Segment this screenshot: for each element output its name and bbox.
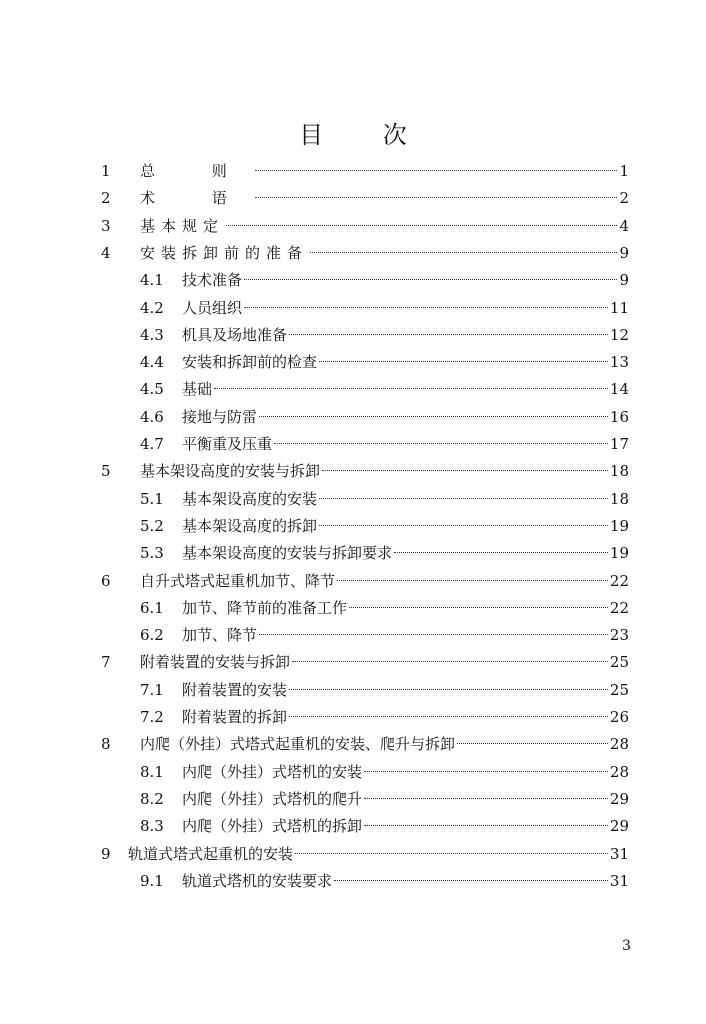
toc-entry-number: 2 <box>101 189 111 208</box>
toc-entry[interactable] <box>0 486 706 513</box>
toc-entry-number: 4.2 <box>140 298 164 317</box>
toc-dot-leader <box>259 416 608 417</box>
toc-dot-leader <box>259 634 608 635</box>
toc-entry-line <box>182 868 629 895</box>
toc-entry-line <box>128 841 629 868</box>
toc-dot-leader <box>255 197 618 198</box>
toc-entry-page: 4 <box>619 216 629 235</box>
toc-dot-leader <box>255 170 618 171</box>
toc-entry-number: 5.3 <box>140 544 164 563</box>
toc-entry-label: 内爬（外挂）式塔机的拆卸 <box>182 817 363 836</box>
toc-entry-label: 基本架设高度的安装与拆卸 <box>140 462 321 481</box>
toc-entry[interactable] <box>0 376 706 403</box>
toc-title: 目 次 <box>299 121 433 149</box>
toc-entry-number: 1 <box>101 162 111 180</box>
toc-entry-line <box>182 513 629 540</box>
toc-entry-page: 19 <box>609 516 629 535</box>
toc-entry-line <box>140 458 629 485</box>
toc-entry[interactable] <box>0 595 706 622</box>
toc-entry-page: 9 <box>619 271 629 290</box>
toc-entry-line <box>182 677 629 704</box>
toc-entry[interactable] <box>0 540 706 567</box>
toc-entry[interactable] <box>0 458 706 485</box>
toc-entry-line <box>140 158 629 185</box>
toc-entry[interactable] <box>0 868 706 895</box>
toc-entry-number: 4.5 <box>140 380 164 399</box>
toc-dot-leader <box>226 225 617 226</box>
toc-dot-leader <box>319 361 608 362</box>
toc-entry-page: 19 <box>609 544 629 563</box>
toc-dot-leader <box>337 580 608 581</box>
toc-entry-page: 22 <box>609 571 629 590</box>
toc-entry[interactable] <box>0 240 706 267</box>
toc-entry-line <box>140 649 629 676</box>
toc-entry[interactable] <box>0 158 706 185</box>
toc-entry-label: 基本规定 <box>140 216 225 235</box>
toc-entry-page: 14 <box>609 380 629 399</box>
toc-entry-number: 9.1 <box>140 871 164 890</box>
toc-entry-number: 5.1 <box>140 489 164 508</box>
toc-entry-page: 9 <box>619 243 629 262</box>
toc-entry-page: 16 <box>609 407 629 426</box>
toc-entry-label: 附着装置的拆卸 <box>182 708 288 726</box>
toc-entry-line <box>182 376 629 403</box>
toc-entry[interactable] <box>0 568 706 595</box>
toc-entry-page: 25 <box>609 680 629 699</box>
toc-entry-label: 轨道式塔机的安装要求 <box>182 871 333 890</box>
toc-entry-number: 7.1 <box>140 680 164 699</box>
toc-entry-label: 机具及场地准备 <box>182 325 288 344</box>
toc-entry-page: 25 <box>609 653 629 672</box>
toc-entry-page: 22 <box>609 598 629 617</box>
toc-entry-line <box>140 568 629 595</box>
toc-entry-line <box>182 295 629 322</box>
toc-entry-label: 术 语 <box>140 189 253 208</box>
toc-entry-label: 基础 <box>182 380 213 399</box>
toc-entry[interactable] <box>0 267 706 294</box>
toc-entry-label: 内爬（外挂）式塔机的安装 <box>182 762 363 781</box>
toc-entry-label: 轨道式塔式起重机的安装 <box>128 844 294 863</box>
toc-entry[interactable] <box>0 349 706 376</box>
toc-entry-label: 附着装置的安装与拆卸 <box>140 653 291 672</box>
toc-entry-label: 基本架设高度的拆卸 <box>182 516 318 535</box>
page-number: 3 <box>622 938 631 954</box>
toc-entry-page: 18 <box>609 489 629 508</box>
toc-entry[interactable] <box>0 677 706 704</box>
toc-dot-leader <box>274 443 608 444</box>
toc-entry[interactable] <box>0 813 706 840</box>
toc-entry-line <box>182 349 629 376</box>
toc-dot-leader <box>289 716 608 717</box>
toc-dot-leader <box>214 388 608 389</box>
toc-dot-leader <box>349 607 608 608</box>
toc-entry-line <box>182 786 629 813</box>
toc-dot-leader <box>394 552 608 553</box>
toc-entry-number: 8 <box>101 735 111 754</box>
toc-entry-line <box>182 486 629 513</box>
toc-entry[interactable] <box>0 513 706 540</box>
toc-entry-page: 13 <box>609 353 629 372</box>
toc-entry-line <box>140 213 629 240</box>
toc-entry-label: 基本架设高度的安装 <box>182 489 318 508</box>
toc-entry[interactable] <box>0 431 706 458</box>
toc-entry-number: 4.7 <box>140 435 164 453</box>
toc-entry-number: 6.1 <box>140 598 164 617</box>
toc-entry-page: 29 <box>609 817 629 836</box>
toc-entry-page: 28 <box>609 762 629 781</box>
toc-entry-line <box>182 759 629 786</box>
toc-dot-leader <box>289 334 608 335</box>
toc-entry-page: 2 <box>619 189 629 208</box>
toc-entry-page: 31 <box>609 844 629 863</box>
toc-entry-page: 18 <box>609 462 629 481</box>
toc-entry-number: 8.3 <box>140 817 164 836</box>
toc-entry-number: 5 <box>101 462 111 481</box>
toc-entry-label: 总 则 <box>140 162 253 180</box>
toc-entry[interactable] <box>0 704 706 731</box>
toc-entry-line <box>182 431 629 458</box>
toc-entry-number: 7 <box>101 653 111 672</box>
toc-entry-number: 7.2 <box>140 708 164 726</box>
toc-entry[interactable] <box>0 759 706 786</box>
toc-entry[interactable] <box>0 622 706 649</box>
toc-entry-label: 加节、降节前的准备工作 <box>182 598 348 617</box>
toc-entry-page: 23 <box>609 626 629 645</box>
toc-entry[interactable] <box>0 786 706 813</box>
toc-dot-leader <box>322 470 608 471</box>
toc-dot-leader <box>334 880 608 881</box>
toc-entry-line <box>182 322 629 349</box>
toc-entry-label: 接地与防雷 <box>182 407 258 426</box>
toc-entry[interactable] <box>0 404 706 431</box>
toc-entry-number: 4 <box>101 243 111 262</box>
toc-entry-number: 9 <box>101 844 111 863</box>
toc-entry-label: 自升式塔式起重机加节、降节 <box>140 571 336 590</box>
toc-dot-leader <box>310 252 617 253</box>
toc-dot-leader <box>319 525 608 526</box>
toc-entry-page: 28 <box>609 735 629 754</box>
toc-entry-label: 内爬（外挂）式塔式起重机的安装、爬升与拆卸 <box>140 735 456 754</box>
toc-entry-label: 安装和拆卸前的检查 <box>182 353 318 372</box>
toc-entry-number: 8.1 <box>140 762 164 781</box>
toc-entry-line <box>182 813 629 840</box>
toc-entry[interactable] <box>0 185 706 212</box>
toc-dot-leader <box>364 771 608 772</box>
toc-entry[interactable] <box>0 731 706 758</box>
toc-entry-label: 加节、降节 <box>182 626 258 645</box>
toc-entry-page: 31 <box>609 871 629 890</box>
toc-entry-number: 4.6 <box>140 407 164 426</box>
toc-dot-leader <box>292 661 608 662</box>
toc-entry-number: 6 <box>101 571 111 590</box>
toc-entry[interactable] <box>0 649 706 676</box>
toc-dot-leader <box>319 498 608 499</box>
toc-dot-leader <box>295 853 608 854</box>
toc-entry[interactable] <box>0 841 706 868</box>
toc-entry-number: 4.4 <box>140 353 164 372</box>
toc-entry-line <box>182 622 629 649</box>
toc-entry-page: 11 <box>609 298 629 317</box>
toc-entry-label: 安装拆卸前的准备 <box>140 243 309 262</box>
toc-dot-leader <box>457 743 608 744</box>
toc-entry-number: 4.3 <box>140 325 164 344</box>
toc-entry-number: 5.2 <box>140 516 164 535</box>
toc-entry-label: 附着装置的安装 <box>182 680 288 699</box>
toc-entry-page: 1 <box>619 162 629 180</box>
toc-entry[interactable] <box>0 295 706 322</box>
toc-entry[interactable] <box>0 213 706 240</box>
toc-dot-leader <box>244 279 617 280</box>
toc-entry-line <box>182 595 629 622</box>
toc-entry-number: 8.2 <box>140 789 164 808</box>
toc-entry-line <box>140 240 629 267</box>
toc-entry-label: 人员组织 <box>182 298 243 317</box>
toc-dot-leader <box>244 307 608 308</box>
toc-dot-leader <box>364 825 608 826</box>
toc-entry-number: 6.2 <box>140 626 164 645</box>
toc-entry-label: 平衡重及压重 <box>182 435 273 453</box>
toc-entry-number: 3 <box>101 216 111 235</box>
toc-entry[interactable] <box>0 322 706 349</box>
toc-entry-label: 技术准备 <box>182 271 243 290</box>
toc-entry-page: 29 <box>609 789 629 808</box>
toc-dot-leader <box>289 689 608 690</box>
toc-dot-leader <box>364 798 608 799</box>
toc-entry-label: 基本架设高度的安装与拆卸要求 <box>182 544 393 563</box>
toc-entry-line <box>182 540 629 567</box>
toc-entry-page: 26 <box>609 708 629 726</box>
toc-entry-line <box>182 404 629 431</box>
toc-entry-line <box>182 267 629 294</box>
toc-entry-label: 内爬（外挂）式塔机的爬升 <box>182 789 363 808</box>
toc-entry-line <box>140 731 629 758</box>
toc-entry-line <box>182 704 629 731</box>
toc-entry-line <box>140 185 629 212</box>
toc-entry-page: 17 <box>609 435 629 453</box>
toc-entry-number: 4.1 <box>140 271 164 290</box>
toc-entry-page: 12 <box>609 325 629 344</box>
